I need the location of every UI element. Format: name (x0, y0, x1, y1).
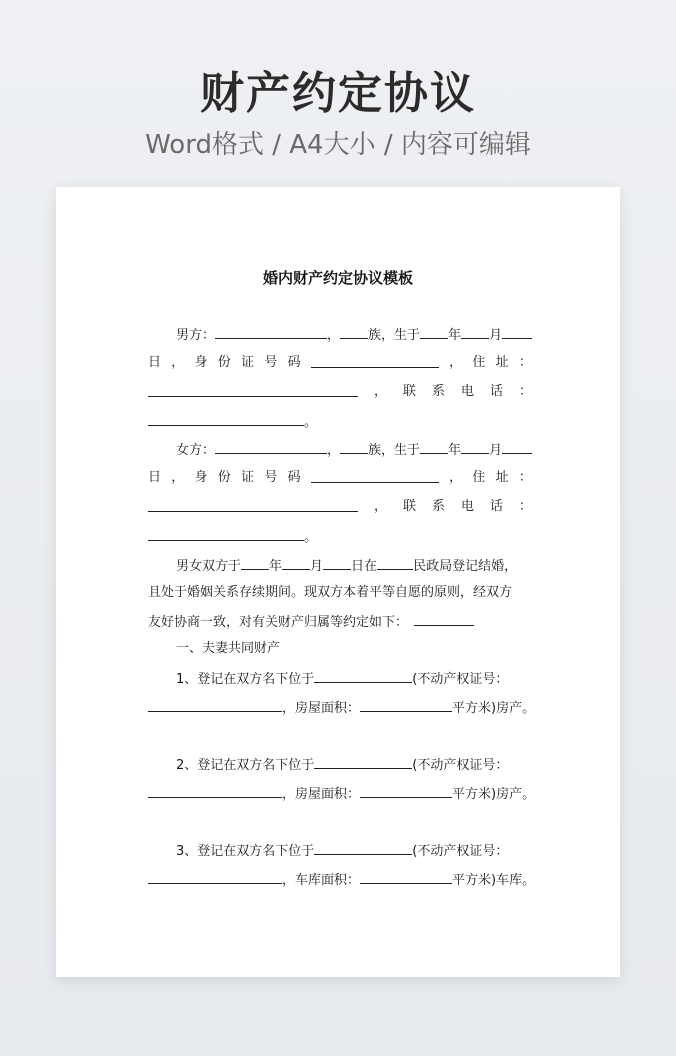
id-label-char: 码 (287, 355, 301, 370)
husband-line-3 (148, 382, 532, 402)
phone-label-char: 话 (489, 384, 503, 399)
property-location-blank[interactable] (314, 754, 412, 769)
id-label-char: 证 (241, 470, 255, 485)
property-area-blank[interactable] (360, 697, 452, 712)
address-label-char: ： (518, 470, 532, 485)
phone-label-char: 电 (460, 384, 474, 399)
phone-label-char: ： (518, 499, 532, 514)
marriage-month-blank[interactable] (282, 555, 310, 570)
property-item-3-line-1 (148, 840, 560, 862)
banner (0, 64, 676, 162)
item-text: ，车库面积： (282, 873, 361, 888)
id-label-char: 份 (217, 355, 231, 370)
phone-label-char: 电 (460, 499, 474, 514)
wife-phone-blank[interactable] (148, 526, 304, 541)
id-label-char: 身 (194, 470, 208, 485)
comma-text: ， (373, 499, 387, 514)
item-text: 平方米)车库。 (452, 873, 536, 888)
wife-name-blank[interactable] (215, 439, 327, 454)
wife-line-2 (148, 468, 532, 488)
period-text: 。 (304, 530, 318, 545)
husband-ethnicity-blank[interactable] (340, 324, 368, 339)
comma-text: ， (171, 470, 185, 485)
husband-birth-day-blank[interactable] (502, 324, 532, 339)
phone-label-char: ： (518, 384, 532, 399)
comma-text: ， (327, 443, 341, 458)
month-text: 月 (310, 559, 324, 574)
ethnicity-text: 族，生于 (368, 443, 421, 458)
property-item-2-line-1 (148, 754, 560, 776)
phone-label-char: 系 (431, 499, 445, 514)
property-item-2-line-2 (148, 783, 536, 805)
id-label-char: 份 (217, 470, 231, 485)
banner-subtitle: Word格式 / A4大小 / 内容可编辑 (145, 130, 531, 160)
comma-text: ， (171, 355, 185, 370)
year-text: 年 (448, 328, 462, 343)
item-text: 平方米)房产。 (452, 787, 536, 802)
item-text: ，房屋面积： (282, 701, 361, 716)
item-text: (不动产权证号： (412, 844, 509, 859)
document-page (56, 187, 620, 977)
husband-label: 男方： (176, 328, 216, 343)
comma-text: ， (449, 470, 463, 485)
husband-line-2 (148, 353, 532, 373)
husband-name-blank[interactable] (215, 324, 327, 339)
intro-text: 民政局登记结婚， (413, 559, 518, 574)
wife-line-1 (148, 439, 560, 461)
husband-address-blank[interactable] (148, 382, 358, 397)
ethnicity-text: 族，生于 (368, 328, 421, 343)
husband-birth-month-blank[interactable] (461, 324, 489, 339)
intro-line-2: 且处于婚姻关系存续期间。现双方本着平等自愿的原则，经双方 (148, 585, 513, 600)
item-text: ，房屋面积： (282, 787, 361, 802)
comma-text: ， (449, 355, 463, 370)
item-text: 平方米)房产。 (452, 701, 536, 716)
day-text: 日 (148, 355, 162, 370)
phone-label-char: 联 (402, 499, 416, 514)
wife-birth-day-blank[interactable] (502, 439, 532, 454)
phone-label-char: 联 (402, 384, 416, 399)
address-label-char: 住 (472, 355, 486, 370)
address-label-char: 址 (495, 355, 509, 370)
id-label-char: 号 (264, 355, 278, 370)
comma-text: ， (327, 328, 341, 343)
phone-label-char: 话 (489, 499, 503, 514)
agreement-blank[interactable] (414, 611, 474, 626)
marriage-day-blank[interactable] (323, 555, 351, 570)
document-title: 婚内财产约定协议模板 (262, 269, 413, 287)
property-item-1-line-1 (148, 668, 560, 690)
id-label-char: 证 (241, 355, 255, 370)
id-label-char: 身 (194, 355, 208, 370)
wife-id-blank[interactable] (311, 468, 439, 483)
wife-birth-month-blank[interactable] (461, 439, 489, 454)
property-item-3-line-2 (148, 869, 536, 891)
intro-text: 男女双方于 (176, 559, 242, 574)
year-text: 年 (448, 443, 462, 458)
item-text: 3、登记在双方名下位于 (176, 844, 315, 859)
id-label-char: 码 (287, 470, 301, 485)
wife-address-blank[interactable] (148, 497, 358, 512)
item-text: (不动产权证号： (412, 672, 509, 687)
property-location-blank[interactable] (314, 668, 412, 683)
comma-text: ， (373, 384, 387, 399)
section-heading: 一、夫妻共同财产 (176, 641, 281, 656)
month-text: 月 (489, 443, 503, 458)
wife-line-3 (148, 497, 532, 517)
period-text: 。 (304, 415, 318, 430)
intro-line-3 (148, 611, 532, 633)
item-text: 2、登记在双方名下位于 (176, 758, 315, 773)
banner-title: 财产约定协议 (200, 68, 476, 119)
intro-text: 日在 (351, 559, 378, 574)
intro-line-1 (148, 555, 560, 577)
address-label-char: ： (518, 355, 532, 370)
wife-line-4 (148, 526, 532, 548)
month-text: 月 (489, 328, 503, 343)
address-label-char: 址 (495, 470, 509, 485)
id-label-char: 号 (264, 470, 278, 485)
property-area-blank[interactable] (360, 783, 452, 798)
husband-phone-blank[interactable] (148, 411, 304, 426)
wife-ethnicity-blank[interactable] (340, 439, 368, 454)
wife-birth-year-blank[interactable] (420, 439, 448, 454)
husband-id-blank[interactable] (311, 353, 439, 368)
property-cert-blank[interactable] (148, 783, 282, 798)
item-text: (不动产权证号： (412, 758, 509, 773)
wife-label: 女方： (176, 443, 216, 458)
property-item-1-line-2 (148, 697, 536, 719)
husband-line-1 (148, 324, 560, 346)
husband-birth-year-blank[interactable] (420, 324, 448, 339)
marriage-year-blank[interactable] (241, 555, 269, 570)
husband-line-4 (148, 411, 532, 433)
garage-area-blank[interactable] (360, 869, 452, 884)
intro-text: 友好协商一致，对有关财产归属等约定如下： (148, 615, 409, 630)
phone-label-char: 系 (431, 384, 445, 399)
item-text: 1、登记在双方名下位于 (176, 672, 315, 687)
civil-affairs-bureau-blank[interactable] (377, 555, 413, 570)
property-cert-blank[interactable] (148, 697, 282, 712)
day-text: 日 (148, 470, 162, 485)
year-text: 年 (269, 559, 283, 574)
address-label-char: 住 (472, 470, 486, 485)
garage-location-blank[interactable] (314, 840, 412, 855)
garage-cert-blank[interactable] (148, 869, 282, 884)
